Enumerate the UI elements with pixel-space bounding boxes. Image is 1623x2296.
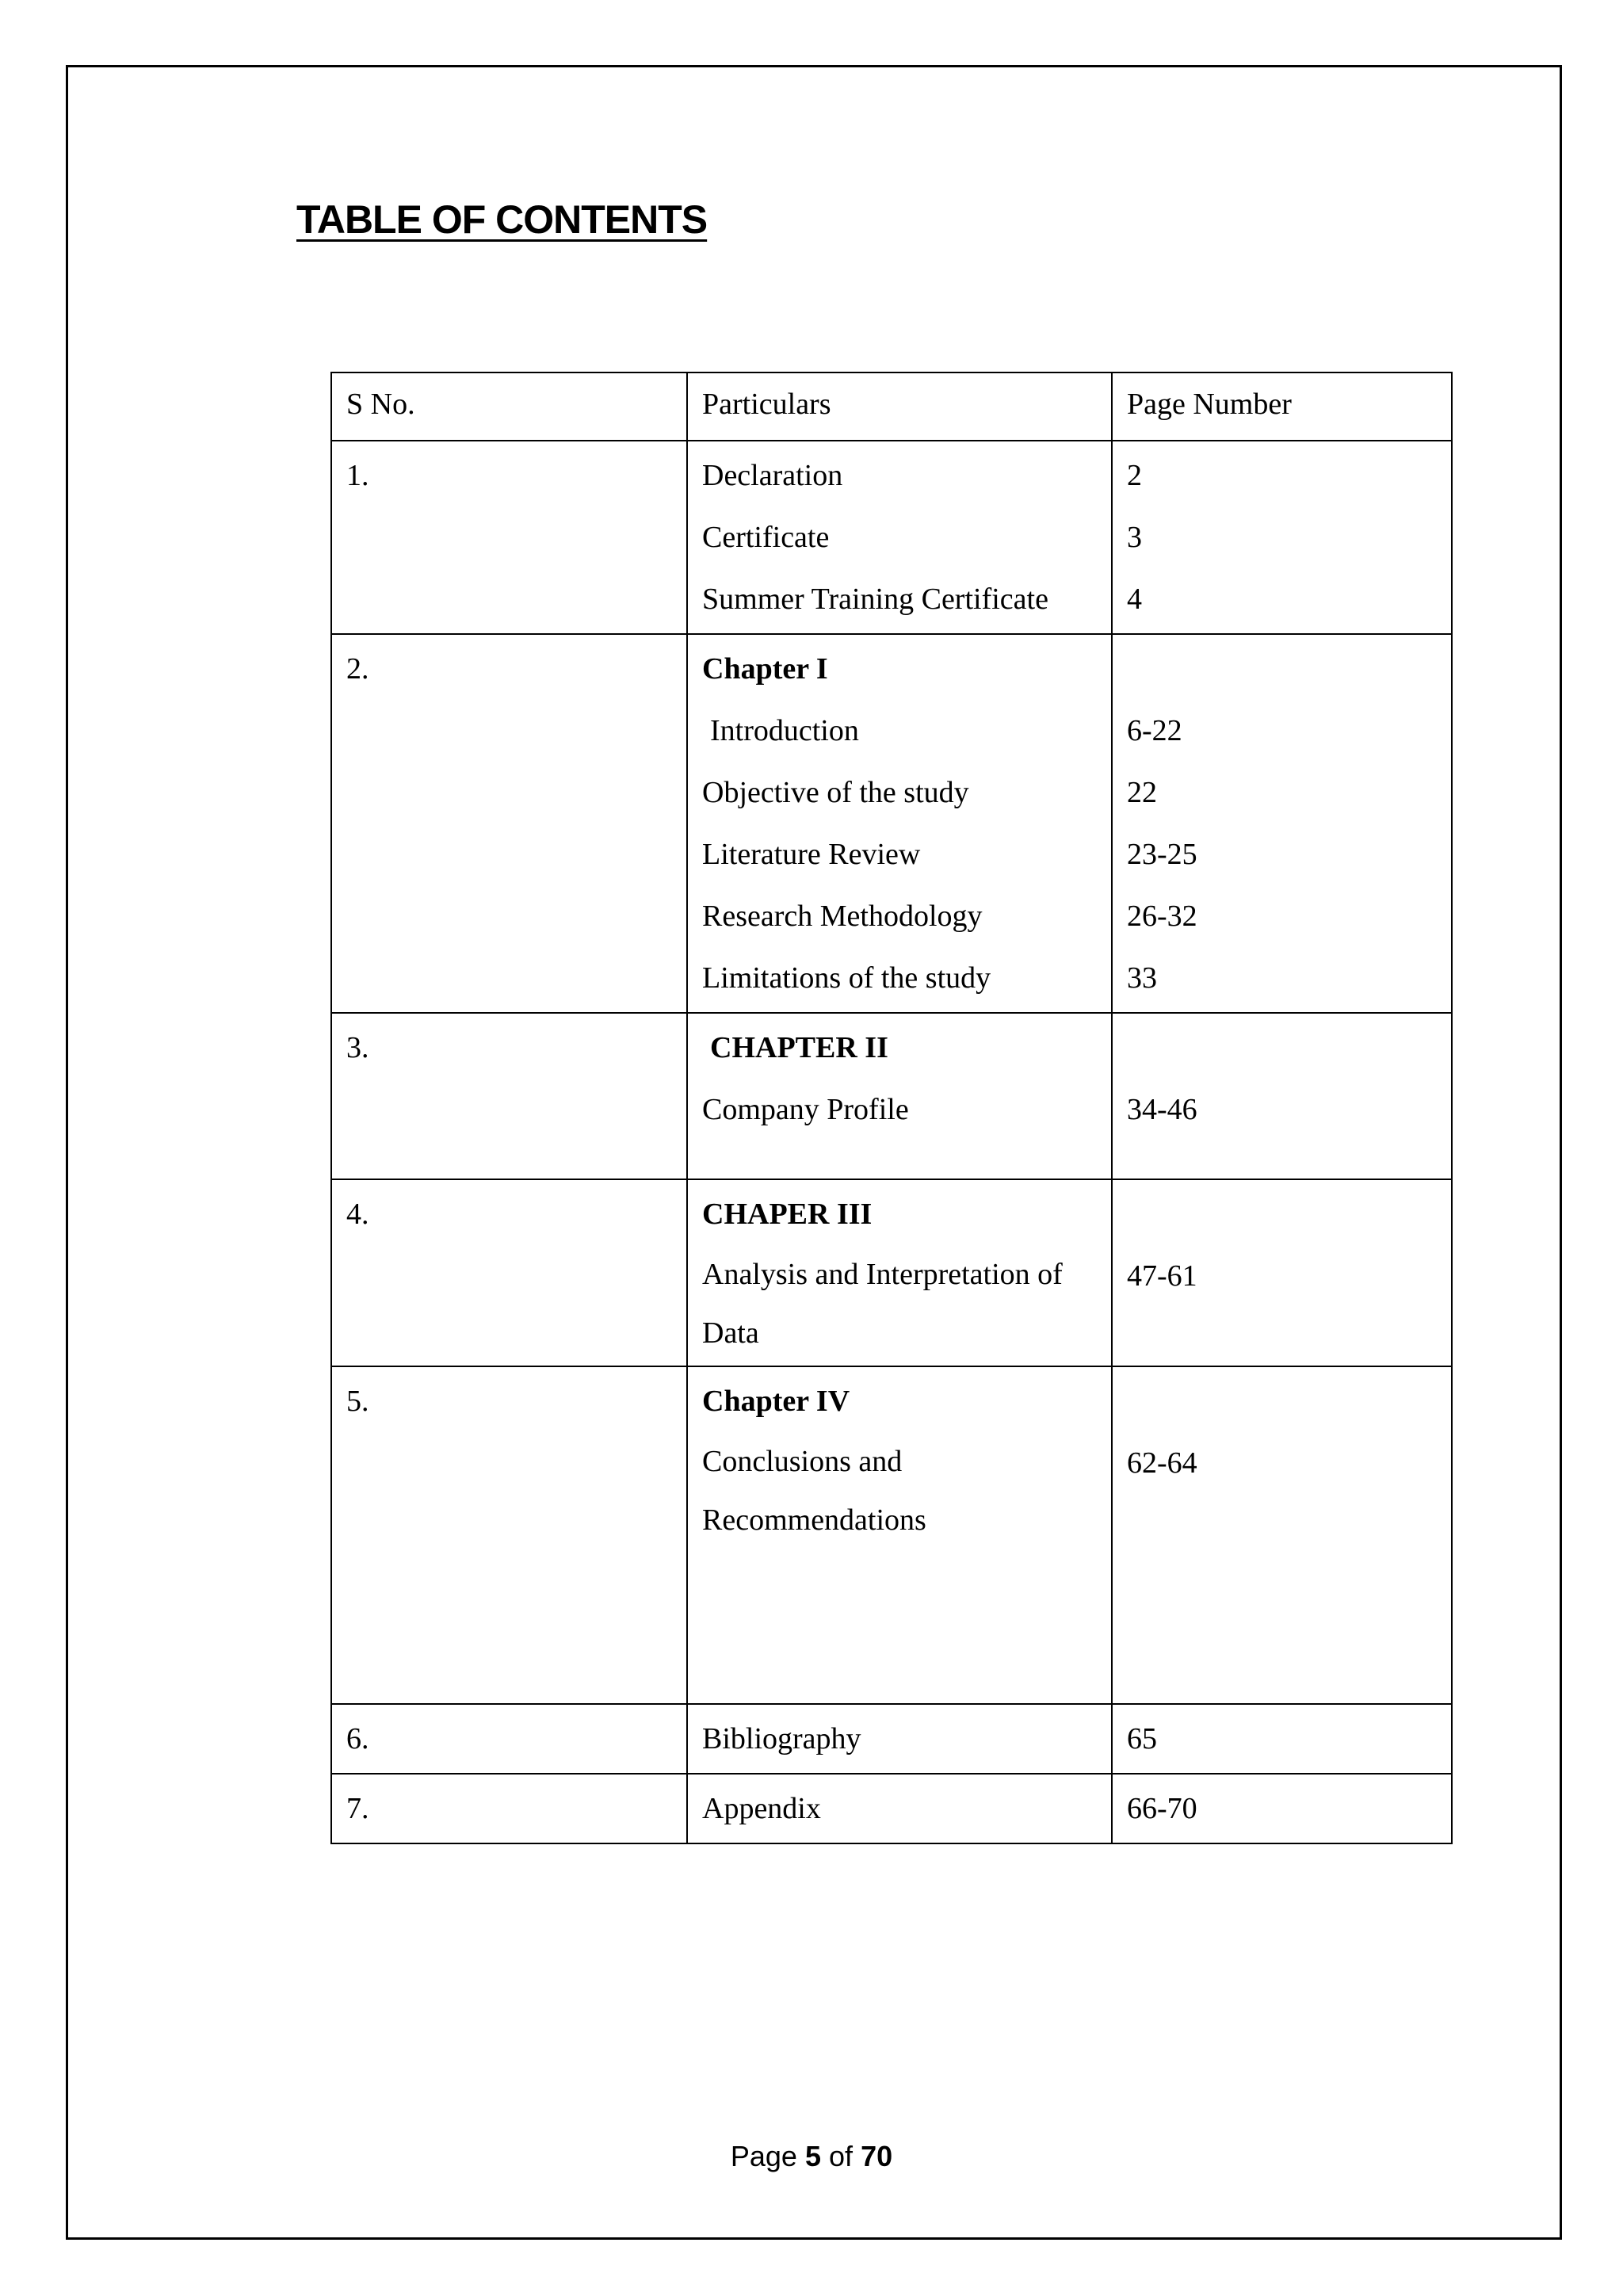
chapter-heading: Chapter IV <box>702 1385 850 1418</box>
toc-entry: Bibliography <box>702 1722 861 1755</box>
row-sno: 7. <box>331 1774 687 1843</box>
row-pages <box>1112 634 1452 1013</box>
toc-entry: Summer Training Certificate <box>702 583 1048 616</box>
toc-page: 47-61 <box>1127 1259 1197 1293</box>
footer-prefix: Page <box>730 2140 797 2172</box>
toc-entry: Conclusions and Recommendations <box>702 1445 926 1537</box>
row-particulars <box>687 441 1112 634</box>
chapter-heading: CHAPTER II <box>710 1031 888 1064</box>
row-pages <box>1112 1179 1452 1366</box>
toc-page: 23-25 <box>1127 838 1197 871</box>
row-pages <box>1112 441 1452 634</box>
page-footer <box>0 2140 1623 2173</box>
page-title: TABLE OF CONTENTS <box>296 197 708 242</box>
toc-page: 66-70 <box>1127 1792 1197 1825</box>
row-particulars <box>687 1704 1112 1774</box>
table-row <box>331 1704 1452 1774</box>
row-pages <box>1112 1774 1452 1843</box>
table-row <box>331 441 1452 634</box>
toc-entry: Introduction <box>710 714 859 747</box>
toc-table <box>330 372 1453 1844</box>
toc-entry: Objective of the study <box>702 776 969 809</box>
row-pages <box>1112 1366 1452 1704</box>
toc-entry: Limitations of the study <box>702 961 991 995</box>
table-row <box>331 1774 1452 1843</box>
footer-total-pages: 70 <box>861 2140 893 2172</box>
toc-page: 3 <box>1127 521 1142 554</box>
chapter-heading: CHAPER III <box>702 1198 873 1231</box>
table-row <box>331 1179 1452 1366</box>
row-pages <box>1112 1704 1452 1774</box>
row-pages <box>1112 1013 1452 1179</box>
row-particulars <box>687 1774 1112 1843</box>
toc-page: 33 <box>1127 961 1157 995</box>
table-row <box>331 634 1452 1013</box>
row-sno: 2. <box>331 634 687 1013</box>
footer-separator: of <box>829 2140 854 2172</box>
header-sno: S No. <box>331 372 687 441</box>
toc-entry: Appendix <box>702 1792 821 1825</box>
table-row <box>331 1013 1452 1179</box>
row-sno: 5. <box>331 1366 687 1704</box>
row-particulars <box>687 1366 1112 1704</box>
toc-page: 26-32 <box>1127 900 1197 933</box>
toc-page: 4 <box>1127 583 1142 616</box>
row-particulars <box>687 1179 1112 1366</box>
toc-page: 2 <box>1127 459 1142 492</box>
row-particulars <box>687 634 1112 1013</box>
toc-entry: Declaration <box>702 459 843 492</box>
toc-entry: Certificate <box>702 521 830 554</box>
row-sno: 6. <box>331 1704 687 1774</box>
toc-entry: Analysis and Interpretation of Data <box>702 1258 1063 1350</box>
toc-page: 22 <box>1127 776 1157 809</box>
table-row <box>331 1366 1452 1704</box>
toc-page: 62-64 <box>1127 1446 1197 1480</box>
chapter-heading: Chapter I <box>702 652 828 686</box>
toc-page: 6-22 <box>1127 714 1182 747</box>
row-sno: 4. <box>331 1179 687 1366</box>
toc-entry: Company Profile <box>702 1093 909 1126</box>
header-page-number: Page Number <box>1112 372 1452 441</box>
header-particulars: Particulars <box>687 372 1112 441</box>
row-sno: 1. <box>331 441 687 634</box>
row-particulars <box>687 1013 1112 1179</box>
toc-page: 34-46 <box>1127 1093 1197 1126</box>
toc-entry: Literature Review <box>702 838 921 871</box>
footer-current-page: 5 <box>804 2140 821 2172</box>
toc-entry: Research Methodology <box>702 900 983 933</box>
table-header-row <box>331 372 1452 441</box>
toc-page: 65 <box>1127 1722 1157 1755</box>
row-sno: 3. <box>331 1013 687 1179</box>
